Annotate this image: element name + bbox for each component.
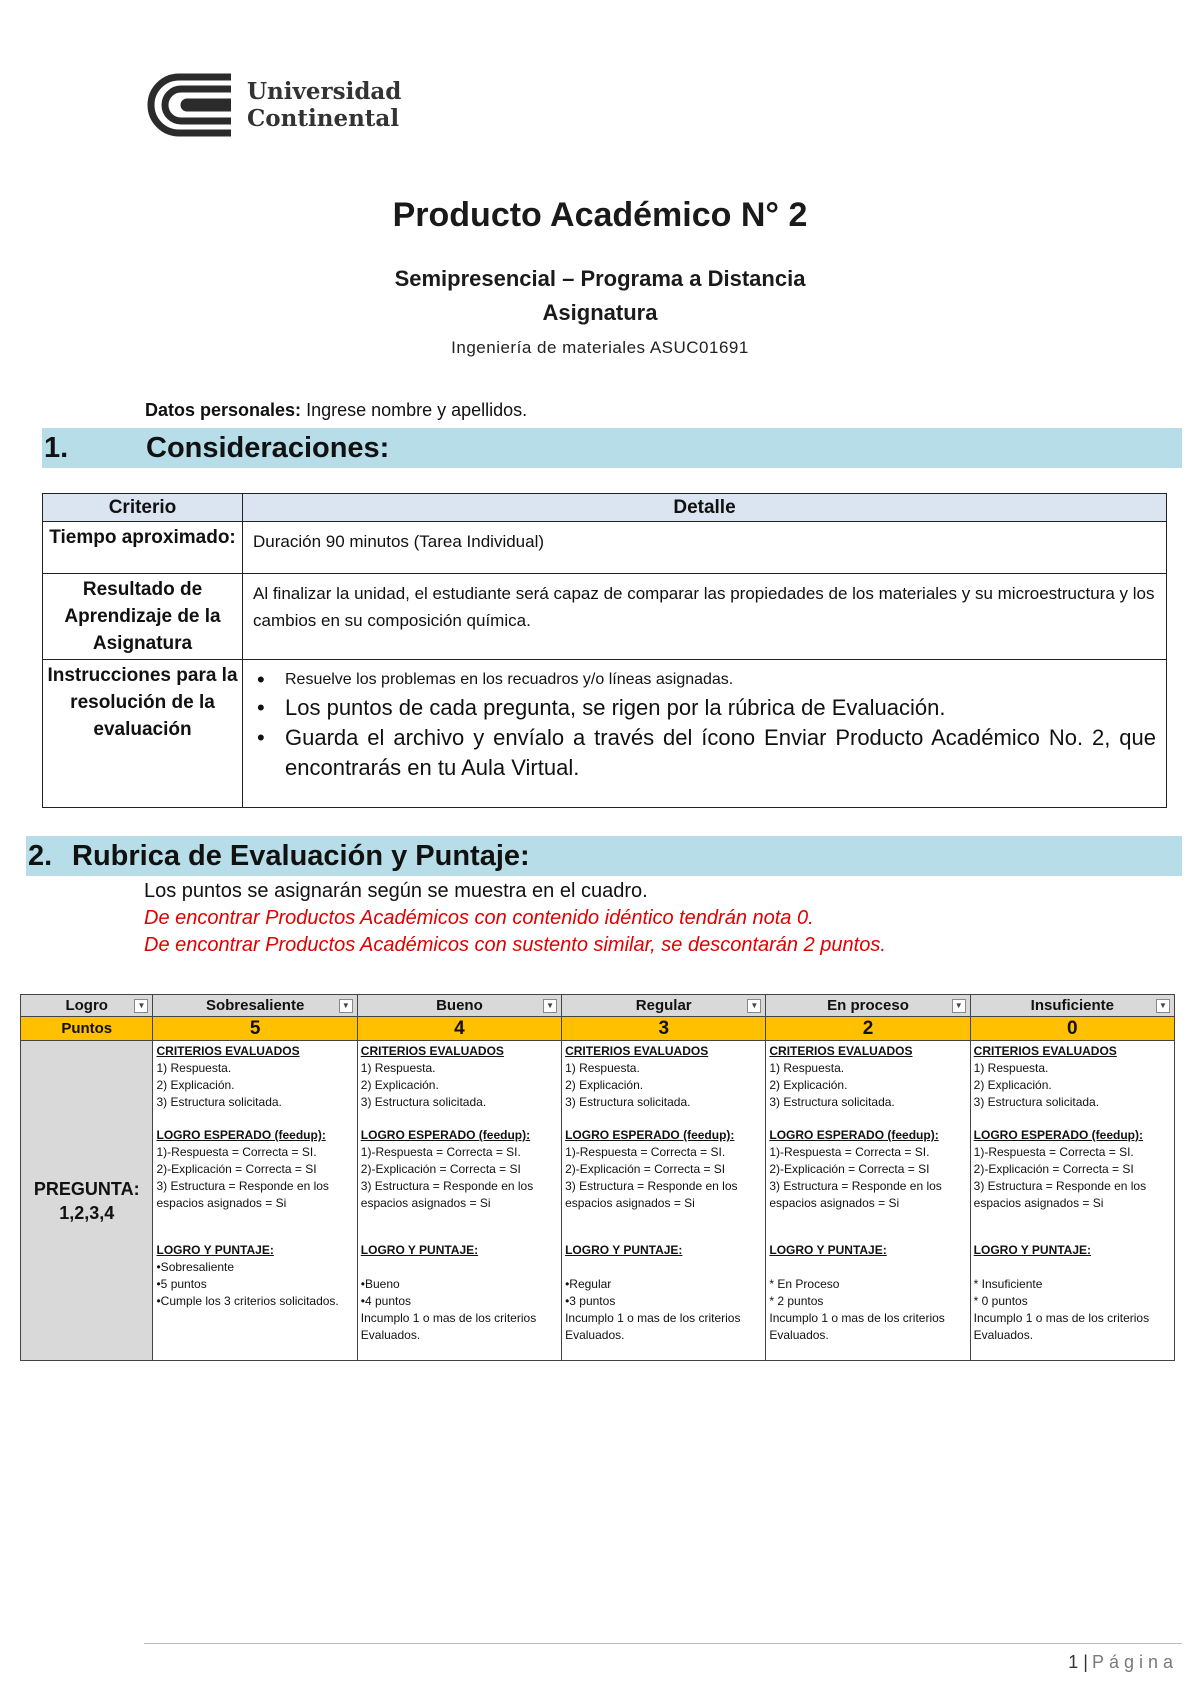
question-label: PREGUNTA: 1,2,3,4 bbox=[21, 1041, 153, 1361]
header-en-proceso[interactable] bbox=[766, 995, 970, 1017]
table-row bbox=[43, 574, 1167, 660]
university-name-line2: Continental bbox=[247, 105, 400, 132]
criterio-cell: Resultado de Aprendizaje de la Asignatura bbox=[43, 574, 243, 660]
criteria-item: 1) Respuesta. bbox=[973, 1061, 1049, 1075]
rubric-table bbox=[20, 994, 1175, 1361]
points-value: 4 bbox=[357, 1017, 561, 1041]
document-title: Producto Académico N° 2 bbox=[392, 196, 808, 234]
criteria-item: 3) Estructura solicitada. bbox=[156, 1095, 282, 1109]
criteria-title: CRITERIOS EVALUADOS bbox=[973, 1044, 1117, 1058]
criteria-title: CRITERIOS EVALUADOS bbox=[565, 1044, 709, 1058]
expected-item: 2)-Explicación = Correcta = SI bbox=[565, 1162, 726, 1176]
criteria-item: 3) Estructura solicitada. bbox=[973, 1095, 1100, 1109]
course-name: Ingeniería de materiales ASUC01691 bbox=[451, 338, 749, 357]
criteria-title: CRITERIOS EVALUADOS bbox=[769, 1044, 913, 1058]
university-emblem-icon bbox=[143, 71, 235, 139]
score-item: •4 puntos bbox=[360, 1294, 412, 1308]
asignatura-subtitle: Asignatura bbox=[542, 300, 658, 325]
personal-data-value[interactable]: Ingrese nombre y apellidos. bbox=[301, 400, 528, 420]
score-title: LOGRO Y PUNTAJE: bbox=[156, 1243, 274, 1257]
expected-title: LOGRO ESPERADO (feedup): bbox=[973, 1128, 1144, 1142]
criteria-item: 3) Estructura solicitada. bbox=[565, 1095, 691, 1109]
points-row bbox=[21, 1017, 1175, 1041]
section-number: 2. bbox=[28, 839, 53, 872]
expected-item: 2)-Explicación = Correcta = SI bbox=[360, 1162, 521, 1176]
expected-item: 2)-Explicación = Correcta = SI bbox=[769, 1162, 930, 1176]
score-item: •3 puntos bbox=[565, 1294, 616, 1308]
criteria-item: 2) Explicación. bbox=[360, 1078, 439, 1092]
rubric-header-row bbox=[21, 995, 1175, 1017]
header-regular[interactable] bbox=[562, 995, 766, 1017]
section-number: 1. bbox=[44, 431, 69, 464]
section-considerations-heading bbox=[42, 428, 1182, 468]
expected-title: LOGRO ESPERADO (feedup): bbox=[360, 1128, 531, 1142]
criteria-item: 2) Explicación. bbox=[156, 1078, 235, 1092]
points-value: 5 bbox=[153, 1017, 357, 1041]
question-row bbox=[21, 1041, 1175, 1361]
score-item: Incumplo 1 o mas de los criterios Evaluados. bbox=[360, 1311, 537, 1342]
expected-item: 3) Estructura = Responde en los espacios asignados = Si bbox=[769, 1179, 942, 1210]
filter-dropdown-icon[interactable]: ▼ bbox=[747, 999, 761, 1013]
rubric-cell-sobresaliente bbox=[153, 1041, 357, 1361]
expected-item: 2)-Explicación = Correcta = SI bbox=[973, 1162, 1134, 1176]
expected-item: 3) Estructura = Responde en los espacios asignados = Si bbox=[360, 1179, 534, 1210]
expected-item: 3) Estructura = Responde en los espacios asignados = Si bbox=[565, 1179, 738, 1210]
score-item: Incumplo 1 o mas de los criterios Evaluados. bbox=[565, 1311, 741, 1342]
criteria-item: 3) Estructura solicitada. bbox=[769, 1095, 895, 1109]
score-title: LOGRO Y PUNTAJE: bbox=[360, 1243, 479, 1257]
points-value: 3 bbox=[562, 1017, 766, 1041]
criterio-cell: Tiempo aproximado: bbox=[43, 522, 243, 574]
score-item: * 0 puntos bbox=[973, 1294, 1028, 1308]
page-footer bbox=[1068, 1652, 1178, 1673]
detalle-cell: Al finalizar la unidad, el estudiante será capaz de comparar las propiedades de los materiales y su microestructura y los cambios en su composición química. bbox=[243, 574, 1167, 660]
list-item: • Los puntos de cada pregunta, se rigen por la rúbrica de Evaluación. bbox=[253, 693, 1156, 723]
section-title: Consideraciones: bbox=[146, 431, 390, 464]
university-logo bbox=[143, 70, 403, 140]
score-title: LOGRO Y PUNTAJE: bbox=[769, 1243, 887, 1257]
criteria-item: 2) Explicación. bbox=[973, 1078, 1052, 1092]
header-detalle: Detalle bbox=[243, 494, 1167, 522]
footer-divider bbox=[144, 1643, 1182, 1644]
points-value: 2 bbox=[766, 1017, 970, 1041]
modality-subtitle: Semipresencial – Programa a Distancia bbox=[394, 266, 806, 291]
filter-dropdown-icon[interactable]: ▼ bbox=[1156, 999, 1170, 1013]
criterio-cell: Instrucciones para la resolución de la evaluación bbox=[43, 660, 243, 808]
criteria-title: CRITERIOS EVALUADOS bbox=[360, 1044, 504, 1058]
detalle-cell bbox=[243, 660, 1167, 808]
score-title: LOGRO Y PUNTAJE: bbox=[565, 1243, 683, 1257]
expected-item: 1)-Respuesta = Correcta = SI. bbox=[565, 1145, 726, 1159]
filter-dropdown-icon[interactable]: ▼ bbox=[952, 999, 966, 1013]
personal-data-label: Datos personales: bbox=[145, 400, 302, 420]
rubric-cell-en-proceso bbox=[766, 1041, 970, 1361]
expected-item: 3) Estructura = Responde en los espacios asignados = Si bbox=[973, 1179, 1147, 1210]
criteria-item: 1) Respuesta. bbox=[565, 1061, 640, 1075]
criteria-item: 1) Respuesta. bbox=[360, 1061, 436, 1075]
similar-content-warning: De encontrar Productos Académicos con sustento similar, se descontarán 2 puntos. bbox=[144, 934, 886, 956]
filter-dropdown-icon[interactable]: ▼ bbox=[134, 999, 148, 1013]
expected-item: 2)-Explicación = Correcta = SI bbox=[156, 1162, 317, 1176]
table-row bbox=[43, 660, 1167, 808]
list-item: • Guarda el archivo y envíalo a través del ícono Enviar Producto Académico No. 2, que encontrarás en tu Aula Virtual. bbox=[253, 723, 1156, 783]
header-label: Regular bbox=[635, 997, 692, 1014]
expected-item: 1)-Respuesta = Correcta = SI. bbox=[973, 1145, 1134, 1159]
header-logro[interactable] bbox=[21, 995, 153, 1017]
filter-dropdown-icon[interactable]: ▼ bbox=[339, 999, 353, 1013]
header-label: Logro bbox=[65, 997, 108, 1014]
identical-content-warning: De encontrar Productos Académicos con contenido idéntico tendrán nota 0. bbox=[144, 907, 814, 929]
considerations-table bbox=[42, 493, 1167, 808]
section-title: Rubrica de Evaluación y Puntaje: bbox=[72, 839, 530, 872]
score-item: •5 puntos bbox=[156, 1277, 207, 1291]
expected-item: 3) Estructura = Responde en los espacios asignados = Si bbox=[156, 1179, 329, 1210]
header-label: Bueno bbox=[436, 997, 483, 1014]
score-item: •Regular bbox=[565, 1277, 612, 1291]
header-label: Sobresaliente bbox=[205, 997, 305, 1014]
page-number: 1 | bbox=[1068, 1652, 1088, 1672]
header-criterio: Criterio bbox=[43, 494, 243, 522]
personal-data bbox=[145, 400, 527, 421]
score-item: •Bueno bbox=[360, 1277, 400, 1291]
score-item: Incumplo 1 o mas de los criterios Evaluados. bbox=[769, 1311, 945, 1342]
section-rubric-heading bbox=[26, 836, 1182, 876]
score-item: * Insuficiente bbox=[973, 1277, 1043, 1291]
expected-title: LOGRO ESPERADO (feedup): bbox=[769, 1128, 939, 1142]
rubric-cell-bueno bbox=[357, 1041, 561, 1361]
expected-title: LOGRO ESPERADO (feedup): bbox=[565, 1128, 735, 1142]
expected-item: 1)-Respuesta = Correcta = SI. bbox=[360, 1145, 521, 1159]
expected-item: 1)-Respuesta = Correcta = SI. bbox=[156, 1145, 317, 1159]
header-label: En proceso bbox=[827, 997, 909, 1014]
expected-item: 1)-Respuesta = Correcta = SI. bbox=[769, 1145, 930, 1159]
header-bueno[interactable] bbox=[357, 995, 561, 1017]
list-item: • Resuelve los problemas en los recuadros y/o líneas asignadas. bbox=[253, 666, 1156, 693]
score-title: LOGRO Y PUNTAJE: bbox=[973, 1243, 1092, 1257]
score-item: •Sobresaliente bbox=[156, 1260, 235, 1274]
table-row bbox=[43, 522, 1167, 574]
criteria-item: 2) Explicación. bbox=[769, 1078, 848, 1092]
detalle-cell: Duración 90 minutos (Tarea Individual) bbox=[243, 522, 1167, 574]
rubric-cell-insuficiente bbox=[970, 1041, 1174, 1361]
score-item: Incumplo 1 o mas de los criterios Evaluados. bbox=[973, 1311, 1150, 1342]
points-label: Puntos bbox=[21, 1017, 153, 1041]
points-value: 0 bbox=[970, 1017, 1174, 1041]
university-name bbox=[247, 78, 401, 132]
criteria-item: 1) Respuesta. bbox=[156, 1061, 232, 1075]
expected-title: LOGRO ESPERADO (feedup): bbox=[156, 1128, 326, 1142]
table-header-row bbox=[43, 494, 1167, 522]
header-insuficiente[interactable] bbox=[970, 995, 1174, 1017]
university-name-line1: Universidad bbox=[247, 78, 402, 105]
filter-dropdown-icon[interactable]: ▼ bbox=[543, 999, 557, 1013]
page-label: Página bbox=[1091, 1652, 1178, 1672]
criteria-title: CRITERIOS EVALUADOS bbox=[156, 1044, 300, 1058]
instructions-list bbox=[253, 666, 1156, 783]
score-item: * 2 puntos bbox=[769, 1294, 824, 1308]
score-item: * En Proceso bbox=[769, 1277, 840, 1291]
criteria-item: 1) Respuesta. bbox=[769, 1061, 845, 1075]
rubric-note: Los puntos se asignarán según se muestra en el cuadro. bbox=[144, 880, 648, 902]
header-sobresaliente[interactable] bbox=[153, 995, 357, 1017]
criteria-item: 2) Explicación. bbox=[565, 1078, 644, 1092]
score-item: •Cumple los 3 criterios solicitados. bbox=[156, 1294, 339, 1308]
criteria-item: 3) Estructura solicitada. bbox=[360, 1095, 487, 1109]
rubric-cell-regular bbox=[562, 1041, 766, 1361]
header-label: Insuficiente bbox=[1030, 997, 1115, 1014]
